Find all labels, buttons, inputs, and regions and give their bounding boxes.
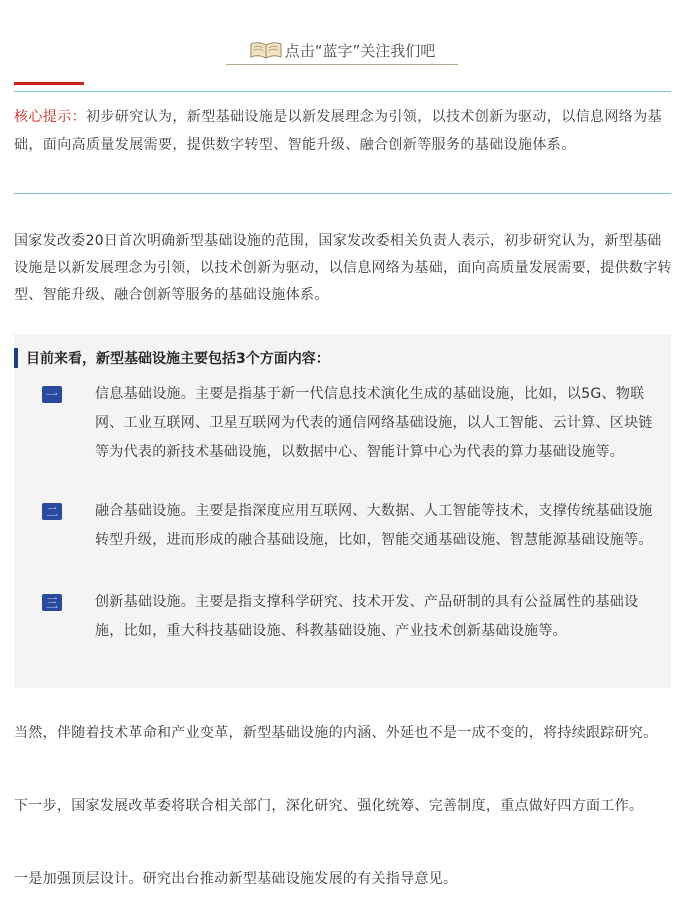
- core-tip-label: 核心提示：: [14, 109, 86, 125]
- item-number-badge: 三: [42, 594, 62, 611]
- item-number-badge: 二: [42, 503, 62, 520]
- open-book-icon: [249, 40, 283, 60]
- item-text: 信息基础设施。主要是指基于新一代信息技术演化生成的基础设施，比如，以5G、物联网、工业互联网、卫星互联网为代表的通信网络基础设施，以人工智能、云计算、区块链等为代表的新技术基础设施，以数据中心、智能计算中心为代表的算力基础设施等。: [95, 386, 653, 460]
- content-box: [14, 334, 671, 688]
- box-heading: [14, 348, 330, 368]
- heading-marker: [14, 348, 18, 368]
- core-tip-text: 初步研究认为，新型基础设施是以新发展理念为引领，以技术创新为驱动，以信息网络为基础，面向高质量发展需要，提供数字转型、智能升级、融合创新等服务的基础设施体系。: [14, 109, 662, 153]
- box-title-text: 目前来看，新型基础设施主要包括3个方面内容：: [26, 351, 330, 367]
- paragraph-2: 当然，伴随着技术革命和产业变革，新型基础设施的内涵、外延也不是一成不变的，将持续跟踪研究。: [14, 725, 658, 741]
- item-text: 创新基础设施。主要是指支撑科学研究、技术开发、产品研制的具有公益属性的基础设施，比如，重大科技基础设施、科教基础设施、产业技术创新基础设施等。: [95, 594, 639, 639]
- item-number-badge: 一: [42, 386, 62, 403]
- paragraph-intro: 国家发改委20日首次明确新型基础设施的范围，国家发改委相关负责人表示，初步研究认为，新型基础设施是以新发展理念为引领，以技术创新为驱动，以信息网络为基础，面向高质量发展需要，提供数字转型、智能升级、融合创新等服务的基础设施体系。: [14, 233, 672, 303]
- paragraph-3: 下一步，国家发展改革委将联合相关部门，深化研究、强化统筹、完善制度，重点做好四方面工作。: [14, 798, 644, 814]
- follow-banner[interactable]: [226, 36, 458, 65]
- follow-text: 点击“蓝字”关注我们吧: [284, 41, 436, 60]
- divider-top: [14, 91, 671, 92]
- item-text: 融合基础设施。主要是指深度应用互联网、大数据、人工智能等技术，支撑传统基础设施转型升级，进而形成的融合基础设施，比如，智能交通基础设施、智慧能源基础设施等。: [95, 503, 653, 548]
- accent-bar: [14, 82, 84, 85]
- paragraph-4: 一是加强顶层设计。研究出台推动新型基础设施发展的有关指导意见。: [14, 871, 458, 887]
- core-tip: [14, 103, 672, 159]
- divider-bottom: [14, 193, 671, 194]
